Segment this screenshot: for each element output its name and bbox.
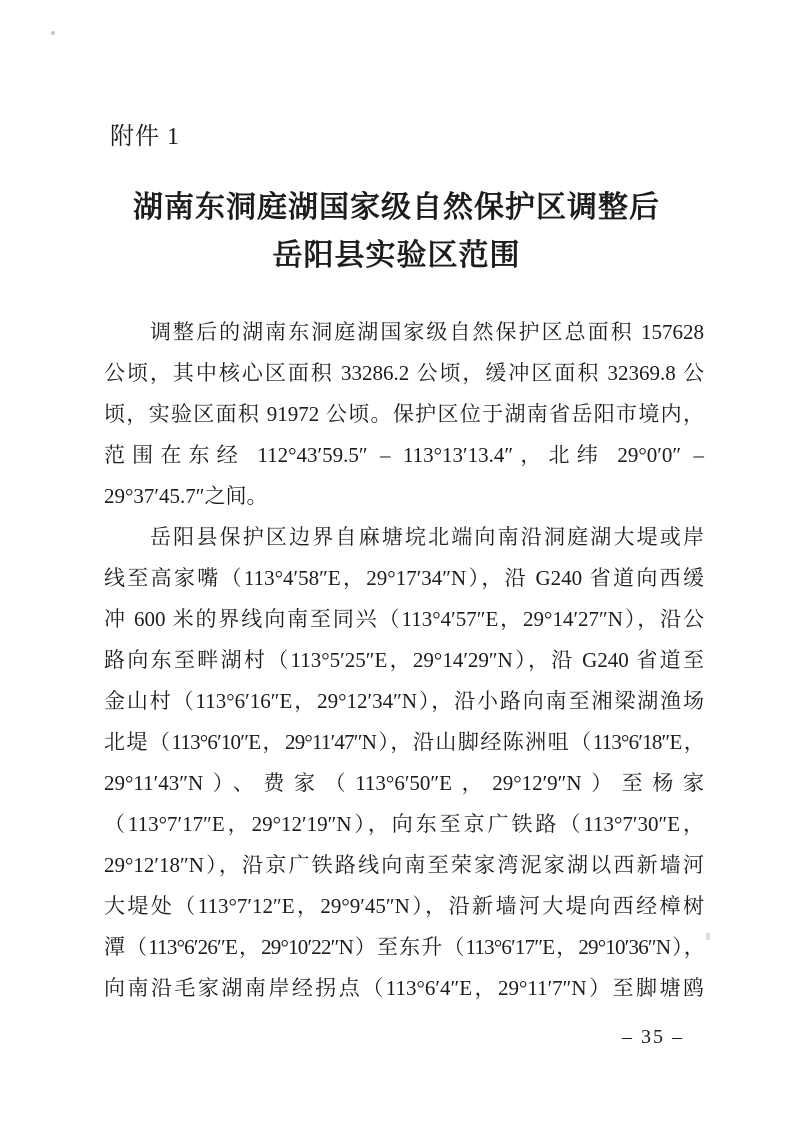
body-line: （113°7′17″E，29°12′19″N），向东至京广铁路（113°7′30″E， — [104, 812, 704, 836]
body-paragraph-2 — [104, 517, 704, 1009]
body-line: 金山村（113°6′16″E，29°12′34″N），沿小路向南至湘梁湖渔场 — [104, 689, 704, 713]
body-line: 北堤（113°6′10″E，29°11′47″N），沿山脚经陈洲咀（113°6′18″E， — [104, 730, 704, 754]
body-line: 岳阳县保护区边界自麻塘垸北端向南沿洞庭湖大堤或岸 — [150, 525, 704, 549]
scan-speck — [51, 31, 55, 35]
body-line: 路向东至畔湖村（113°5′25″E，29°14′29″N），沿 G240 省道至 — [104, 648, 704, 672]
body-line: 29°37′45.7″之间。 — [104, 484, 268, 508]
document-title-line-1: 湖南东洞庭湖国家级自然保护区调整后 — [133, 191, 660, 224]
body-line: 潭（113°6′26″E，29°10′22″N）至东升（113°6′17″E，29°10′36″N）， — [104, 935, 704, 959]
body-line: 29°11′43″N）、费家（113°6′50″E，29°12′9″N）至杨家 — [104, 771, 704, 795]
body-line: 大堤处（113°7′12″E，29°9′45″N），沿新墙河大堤向西经樟树 — [104, 894, 704, 918]
body-line: 冲 600 米的界线向南至同兴（113°4′57″E，29°14′27″N），沿公 — [104, 607, 704, 631]
body-line: 范围在东经 112°43′59.5″ – 113°13′13.4″，北纬 29°0′0″ – — [104, 443, 704, 467]
body-line: 公顷，其中核心区面积 33286.2 公顷，缓冲区面积 32369.8 公 — [104, 361, 704, 385]
body-paragraph-1 — [104, 312, 704, 517]
scan-speck — [706, 933, 710, 940]
document-title — [0, 184, 793, 280]
document-body — [104, 312, 704, 1009]
document-title-line-2: 岳阳县实验区范围 — [272, 239, 521, 272]
body-line: 29°12′18″N），沿京广铁路线向南至荣家湾泥家湖以西新墙河 — [104, 853, 704, 877]
body-line: 顷，实验区面积 91972 公顷。保护区位于湖南省岳阳市境内， — [104, 402, 704, 426]
body-line: 向南沿毛家湖南岸经拐点（113°6′4″E，29°11′7″N）至脚塘鸥 — [104, 976, 704, 1000]
page-number: – 35 – — [622, 1026, 684, 1048]
body-line: 调整后的湖南东洞庭湖国家级自然保护区总面积 157628 — [150, 320, 704, 344]
attachment-label: 附件 1 — [110, 124, 180, 150]
body-line: 线至高家嘴（113°4′58″E，29°17′34″N），沿 G240 省道向西缓 — [104, 566, 704, 590]
